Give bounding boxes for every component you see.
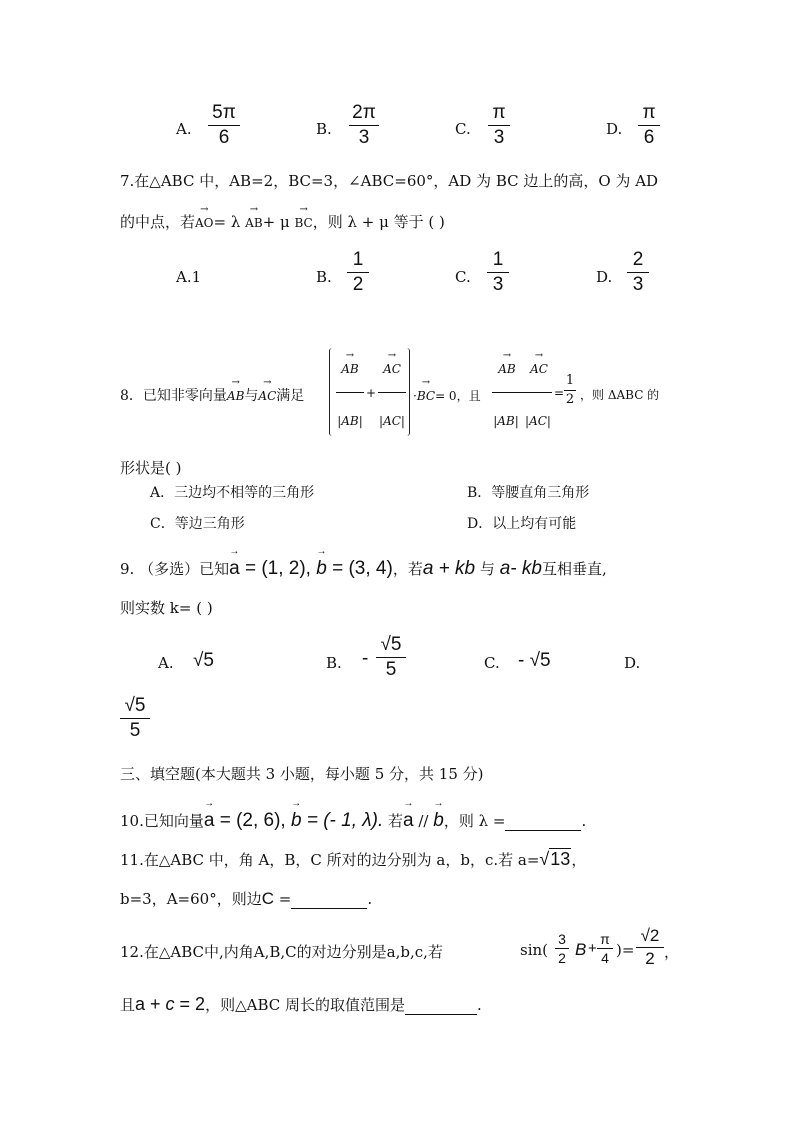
q9-option-d-fraction: √5 5 — [120, 695, 150, 742]
q8-option-c: C．等边三角形 — [150, 516, 245, 532]
q12-frac-3-2: 3 2 — [555, 931, 569, 966]
q6-option-d-letter: D. — [606, 120, 623, 138]
q9-option-c: - √5 — [518, 650, 551, 671]
section-3-heading: 三、填空题(本大题共 3 小题，每小题 5 分，共 15 分) — [120, 765, 484, 783]
answer-blank — [505, 812, 581, 831]
q8-prefix: 8．已知非零向量→ AB与→ AC满足 — [120, 385, 304, 405]
q7-option-b-letter: B. — [316, 268, 332, 286]
frac-ab-den: |AB| — [337, 414, 363, 428]
q9-option-b-letter: B. — [326, 654, 342, 672]
frac-ac-den: |AC| — [379, 414, 405, 428]
q10: 10.已知向量→ a = (2, 6), → b = (- 1, λ). 若→ a // → b，则 λ = . — [120, 810, 586, 832]
frac-ac-num: → AC — [379, 362, 405, 376]
vector-a: → a — [204, 810, 215, 832]
q8-equals: = — [554, 386, 565, 400]
q6-option-b-fraction: 2π 3 — [349, 102, 379, 149]
q6-option-b-letter: B. — [316, 120, 332, 138]
q6-option-a-fraction: 5π 6 — [208, 102, 240, 149]
q9-option-b-sign: - — [362, 648, 369, 669]
q7-option-c-fraction: 1 3 — [487, 249, 509, 296]
q8-half: 1 2 — [565, 373, 575, 407]
q11-line1: 11.在△ABC 中，角 A，B，C 所对的边分别为 a，b，c.若 a=√13， — [120, 849, 587, 869]
q6-option-c-fraction: π 3 — [488, 102, 510, 149]
frac-ac-bar — [378, 392, 406, 393]
q8-option-d: D．以上均有可能 — [467, 516, 577, 532]
q8-option-b: B．等腰直角三角形 — [467, 485, 590, 501]
q8-suffix: ，则 ΔABC 的 — [580, 388, 660, 402]
q7-option-d-fraction: 2 3 — [627, 249, 649, 296]
q6-option-a-letter: A. — [176, 120, 192, 138]
frac2-ab-num: → AB — [494, 362, 520, 376]
q8-dot-bc: ·→ BC= 0，且 — [413, 387, 481, 404]
q12-rhs-fraction: √2 2 — [636, 926, 664, 969]
q7-option-a: A.1 — [176, 268, 202, 286]
q11-line2: b=3，A=60°，则边C = . — [120, 889, 373, 908]
q8-option-a: A．三边均不相等的三角形 — [150, 485, 315, 501]
q9-line2: 则实数 k= ( ) — [120, 599, 213, 617]
frac2-bar — [492, 392, 552, 393]
vector-bc: → BC — [295, 216, 313, 230]
frac-ab-num: → AB — [337, 362, 363, 376]
frac2-ac-den: |AC| — [525, 414, 551, 428]
frac-ab-bar — [336, 392, 364, 393]
vector-ao: → AO — [195, 216, 214, 230]
plus-sign: + — [366, 386, 377, 400]
answer-blank — [405, 996, 477, 1015]
frac2-ab-den: |AB| — [493, 414, 519, 428]
vector-b: → b — [316, 558, 327, 580]
q7-line2: 的中点，若→ AO= λ → AB+ μ → BC，则 λ + μ 等于 ( ) — [120, 211, 445, 232]
vector-a: → a — [229, 558, 240, 580]
q9-option-c-letter: C. — [484, 654, 500, 672]
q9-line1: 9. （多选）已知→ a = (1, 2), → b = (3, 4)，若a + kb 与 a- kb互相垂直, — [120, 558, 607, 580]
q7-option-c-letter: C. — [455, 268, 471, 286]
vector-ac: → AC — [258, 389, 276, 403]
left-paren — [329, 348, 332, 436]
right-paren — [407, 348, 410, 436]
q7-line1: 7.在△ABC 中，AB=2，BC=3，∠ABC=60°，AD 为 BC 边上的高，O 为 AD — [120, 172, 659, 190]
q9-option-a-letter: A. — [158, 654, 174, 672]
q9-option-b-fraction: √5 5 — [376, 634, 406, 681]
q7-option-b-fraction: 1 2 — [347, 249, 369, 296]
q8-line2: 形状是( ) — [120, 459, 182, 477]
q6-option-c-letter: C. — [455, 120, 471, 138]
vector-b: → b — [291, 810, 302, 832]
q9-option-d-letter: D. — [624, 654, 641, 672]
vector-ab: → AB — [227, 389, 244, 403]
frac2-ac-num: → AC — [526, 362, 552, 376]
vector-ab: → AB — [245, 216, 262, 230]
q7-option-d-letter: D. — [596, 268, 613, 286]
q12-frac-pi-4: π 4 — [597, 931, 613, 966]
q9-option-a: √5 — [193, 650, 214, 671]
answer-blank — [291, 890, 367, 909]
q12-line2: 且a + c = 2，则△ABC 周长的取值范围是 . — [120, 994, 482, 1014]
q6-option-d-fraction: π 6 — [638, 102, 660, 149]
